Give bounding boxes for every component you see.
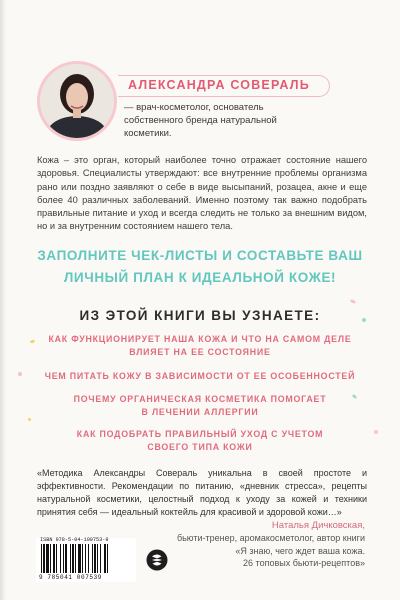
attribution-name: Наталья Дичковская, [271,520,365,531]
call-to-action [22,245,378,289]
topic-line: ВЛИЯЕТ НА ЕЕ СОСТОЯНИЕ [129,347,271,357]
author-photo [40,64,114,138]
intro-paragraph: Кожа – это орган, который наиболее точно отражает состояние нашего здоровья. Специалисты утверждают: все внутренние проблемы организма рано или поздно заявляют о себе в виде высыпаний, розацеа, акне и еще более 40 различных заболеваний. Именно поэтому так важно подобрать правильные питание и уход и всегда следить не только за внешним видом, но и за внутренним состоянием нашего тела. [37,155,367,232]
topic-item [30,393,370,419]
author-name: АЛЕКСАНДРА СОВЕРАЛЬ [128,78,310,92]
spine-shadow [0,0,6,600]
topic-line: В ЛЕЧЕНИИ АЛЛЕРГИИ [141,407,259,417]
confetti-dot [18,372,22,376]
cta-line-1: ЗАПОЛНИТЕ ЧЕК-ЛИСТЫ И СОСТАВЬТЕ ВАШ [37,248,363,263]
barcode-block [36,538,136,582]
topic-line: КАК ПОДОБРАТЬ ПРАВИЛЬНЫЙ УХОД С УЧЕТОМ [76,429,324,439]
learn-heading: ИЗ ЭТОЙ КНИГИ ВЫ УЗНАЕТЕ: [79,308,321,323]
author-photo-frame [37,61,117,141]
attribution-line: 26 топовых бьюти-рецептов» [243,558,365,569]
topic-item [30,370,370,383]
topic-line: СВОЕГО ТИПА КОЖИ [147,442,253,452]
topic-line: КАК ФУНКЦИОНИРУЕТ НАША КОЖА И ЧТО НА САМОМ ДЕЛЕ [48,334,352,344]
testimonial-quote: «Методика Александры Совераль уникальна в своей простоте и эффективности. Рекомендации по питанию, «дневник стресса», рецепты натуральной косметики, целостный подход к уходу за кожей и техники принятия себя — идеальный коктейль для красивой и здоровой кожи…» [37,468,367,517]
confetti-dot [374,430,378,434]
confetti-dot [350,299,357,304]
testimonial-attribution [145,520,365,570]
isbn-text: ISBN 978-5-04-100753-9 [40,537,109,543]
barcode-number: 9 785041 007539 [39,574,103,581]
cta-line-2: ЛИЧНЫЙ ПЛАН К ИДЕАЛЬНОЙ КОЖЕ! [63,270,337,285]
attribution-line: бьюти-тренер, аромакосметолог, автор книги [176,533,365,544]
attribution-line: «Я знаю, чего ждет ваша кожа. [235,545,365,556]
topic-line: ПОЧЕМУ ОРГАНИЧЕСКАЯ КОСМЕТИКА ПОМОГАЕТ [73,394,327,404]
topic-item [30,333,370,359]
topic-item [30,428,370,454]
publisher-logo-icon [146,549,168,571]
topic-line: ЧЕМ ПИТАТЬ КОЖУ В ЗАВИСИМОСТИ ОТ ЕЕ ОСОБЕННОСТЕЙ [44,371,356,381]
barcode-icon [39,544,133,574]
author-description: — врач-косметолог, основатель собственного бренда натуральной косметики. [124,102,277,139]
